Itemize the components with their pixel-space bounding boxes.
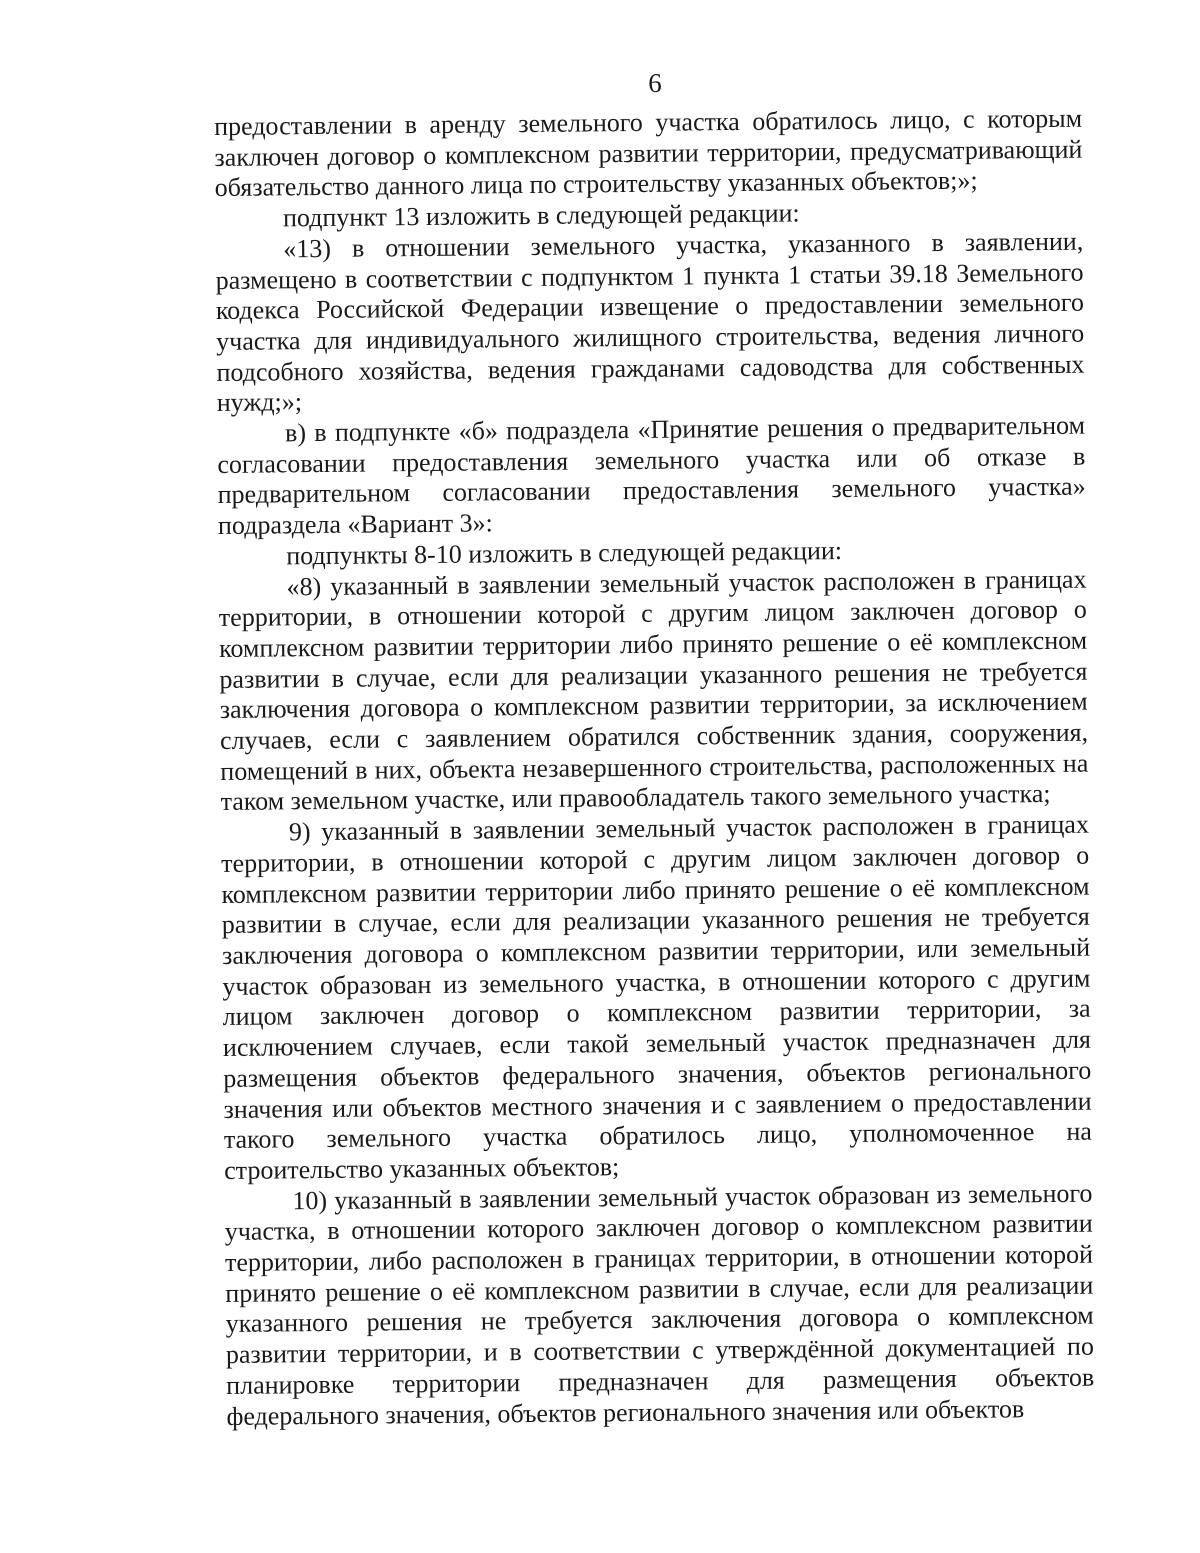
paragraph-subpoint-13: «13) в отношении земельного участка, указанного в заявлении, размещено в соответствии с подпунктом 1 пункта 1 статьи 39.18 Земельного кодекса Российской Федерации извещение о предоставлении земельного участка для индивидуального жилищного строительства, ведения личного подсобного хозяйства, ведения гражданами садоводства для собственных нужд;»;	[215, 226, 1085, 418]
paragraph-subpoint-13-intro: подпункт 13 изложить в следующей редакции:	[282, 198, 800, 233]
document-body	[214, 104, 1095, 1433]
paragraph-continuation: предоставлении в аренду земельного участка обратилось лицо, с которым заключен договор о комплексном развитии территории, предусматривающий обязательство данного лица по строительству указанных объектов;»;	[214, 103, 1083, 203]
paragraph-subpoint-9: 9) указанный в заявлении земельный участок расположен в границах территории, в отношении которой с другим лицом заключен договор о комплексном развитии территории либо принято решение о её комплексном развитии в случае, если для реализации указанного решения не требуется заключения договора о комплексном развитии территории, или земельный участок образован из земельного участка, в отношении которого с другим лицом заключен договор о комплексном развитии территории, за исключением случаев, если такой земельный участок предназначен для размещения объектов федерального значения, объектов регионального значения или объектов местного значения и с заявлением о предоставлении такого земельного участка обратилось лицо, уполномоченное на строительство указанных объектов;	[221, 809, 1092, 1185]
paragraph-subpoint-8: «8) указанный в заявлении земельный участок расположен в границах территории, в отношении которой с другим лицом заключен договор о комплексном развитии территории либо принято решение о её комплексном развитии в случае, если для реализации указанного решения не требуется заключения договора о комплексном развитии территории, за исключением случаев, если с заявлением обратился собственник здания, сооружения, помещений в них, объекта незавершенного строительства, расположенных на таком земельном участке, или правообладатель такого земельного участка;	[218, 564, 1089, 817]
paragraph-subpoint-10: 10) указанный в заявлении земельный участок образован из земельного участка, в отношении которого заключен договор о комплексном развитии территории, либо расположен в границах территории, в отношении которой принято решение о её комплексном развитии в случае, если для реализации указанного решения не требуется заключения договора о комплексном развитии территории, и в соответствии с утверждённой документацией по планировке территории предназначен для размещения объектов федерального значения, объектов регионального значения или объектов	[224, 1178, 1095, 1431]
page-number: 6	[648, 68, 662, 98]
paragraph-subpoints-8-10-intro: подпункты 8-10 изложить в следующей редакции:	[286, 535, 843, 571]
paragraph-item-v: в) в подпункте «б» подраздела «Принятие решения о предварительном согласовании предоставления земельного участка или об отказе в предварительном согласовании предоставления земельного участка» подраздела «Вариант 3»:	[217, 410, 1086, 541]
